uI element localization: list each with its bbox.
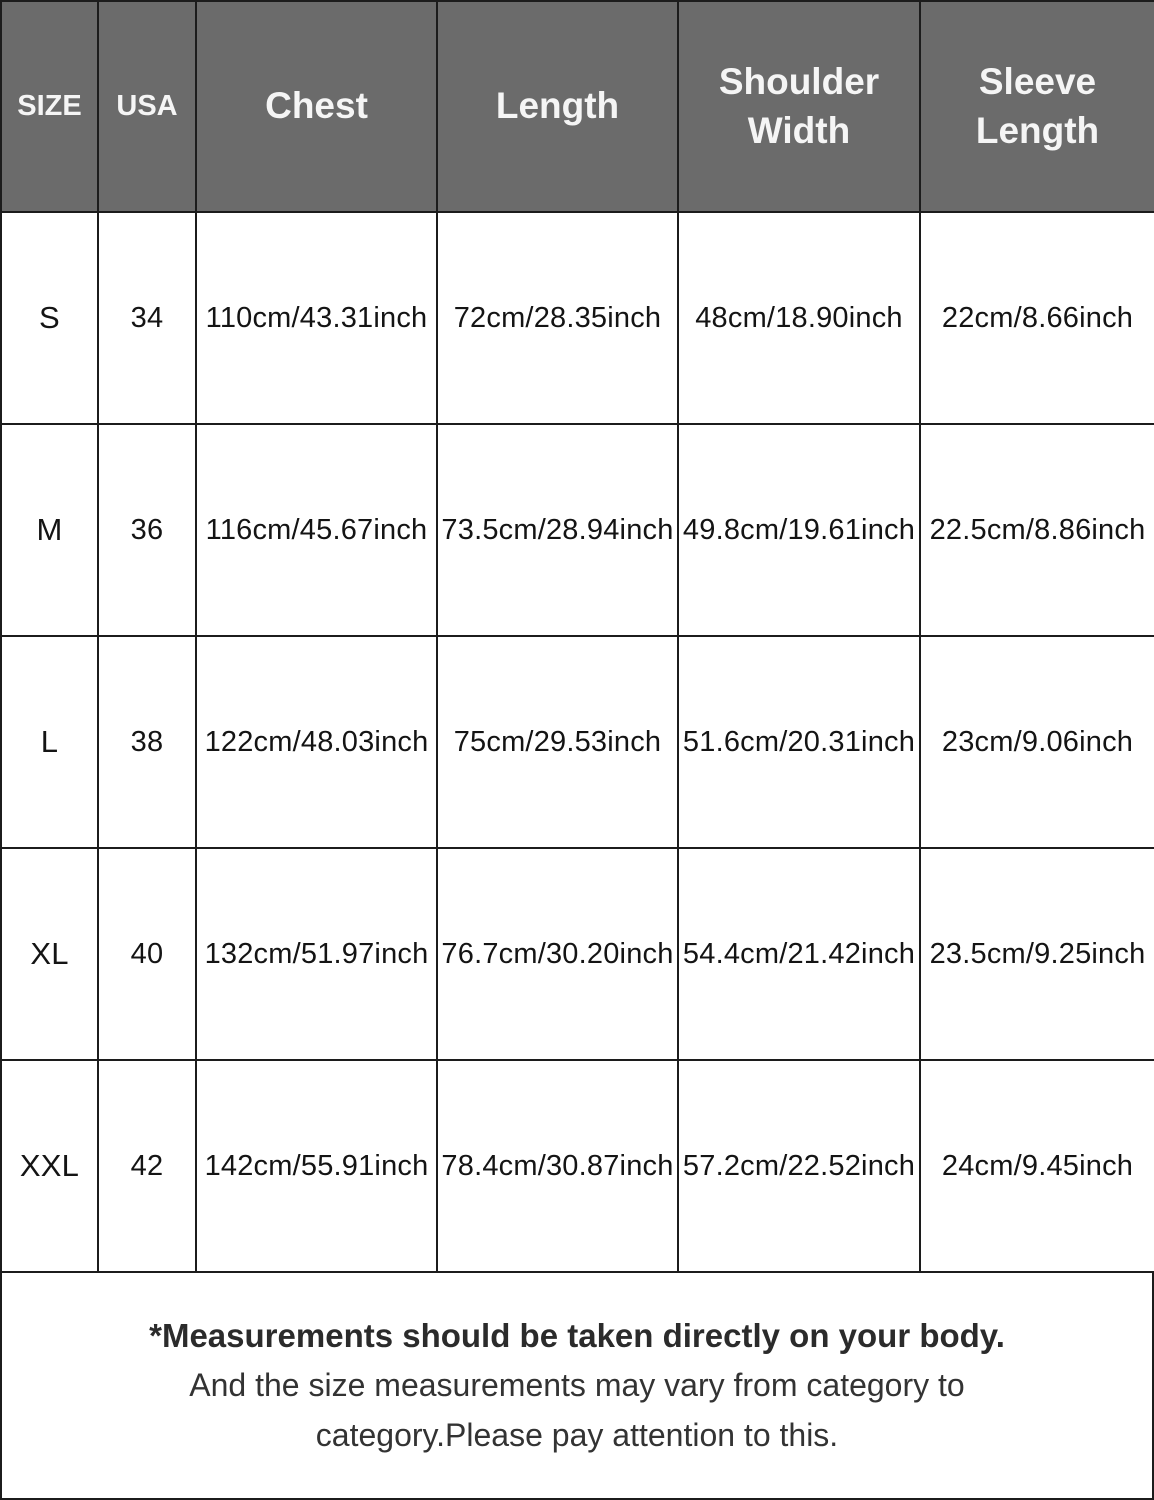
cell-length: 78.4cm/30.87inch	[437, 1060, 678, 1272]
cell-shoulder: 54.4cm/21.42inch	[678, 848, 920, 1060]
column-header-shoulder-width: Shoulder Width	[678, 1, 920, 212]
cell-size: L	[1, 636, 98, 848]
column-header-length: Length	[437, 1, 678, 212]
cell-chest: 110cm/43.31inch	[196, 212, 437, 424]
cell-size: S	[1, 212, 98, 424]
cell-length: 72cm/28.35inch	[437, 212, 678, 424]
cell-length: 76.7cm/30.20inch	[437, 848, 678, 1060]
cell-usa: 36	[98, 424, 196, 636]
table-header-row	[1, 1, 1154, 212]
disclaimer-line-2: And the size measurements may vary from category to	[189, 1367, 965, 1404]
cell-chest: 116cm/45.67inch	[196, 424, 437, 636]
column-header-usa: USA	[98, 1, 196, 212]
cell-shoulder: 48cm/18.90inch	[678, 212, 920, 424]
cell-sleeve: 23.5cm/9.25inch	[920, 848, 1154, 1060]
cell-size: XL	[1, 848, 98, 1060]
measurement-disclaimer	[0, 1273, 1154, 1500]
cell-sleeve: 23cm/9.06inch	[920, 636, 1154, 848]
cell-usa: 40	[98, 848, 196, 1060]
cell-size: M	[1, 424, 98, 636]
column-header-size: SIZE	[1, 1, 98, 212]
cell-usa: 38	[98, 636, 196, 848]
table-row-xl	[1, 848, 1154, 1060]
table-row-m	[1, 424, 1154, 636]
cell-shoulder: 49.8cm/19.61inch	[678, 424, 920, 636]
cell-chest: 132cm/51.97inch	[196, 848, 437, 1060]
cell-shoulder: 57.2cm/22.52inch	[678, 1060, 920, 1272]
cell-usa: 42	[98, 1060, 196, 1272]
cell-sleeve: 22.5cm/8.86inch	[920, 424, 1154, 636]
cell-size: XXL	[1, 1060, 98, 1272]
column-header-chest: Chest	[196, 1, 437, 212]
cell-shoulder: 51.6cm/20.31inch	[678, 636, 920, 848]
cell-sleeve: 22cm/8.66inch	[920, 212, 1154, 424]
table-row-xxl	[1, 1060, 1154, 1272]
disclaimer-line-1: *Measurements should be taken directly on your body.	[149, 1317, 1005, 1355]
cell-length: 73.5cm/28.94inch	[437, 424, 678, 636]
column-header-sleeve-length: Sleeve Length	[920, 1, 1154, 212]
cell-length: 75cm/29.53inch	[437, 636, 678, 848]
disclaimer-line-3: category.Please pay attention to this.	[315, 1417, 839, 1454]
cell-usa: 34	[98, 212, 196, 424]
table-row-s	[1, 212, 1154, 424]
cell-sleeve: 24cm/9.45inch	[920, 1060, 1154, 1272]
cell-chest: 142cm/55.91inch	[196, 1060, 437, 1272]
cell-chest: 122cm/48.03inch	[196, 636, 437, 848]
table-row-l	[1, 636, 1154, 848]
